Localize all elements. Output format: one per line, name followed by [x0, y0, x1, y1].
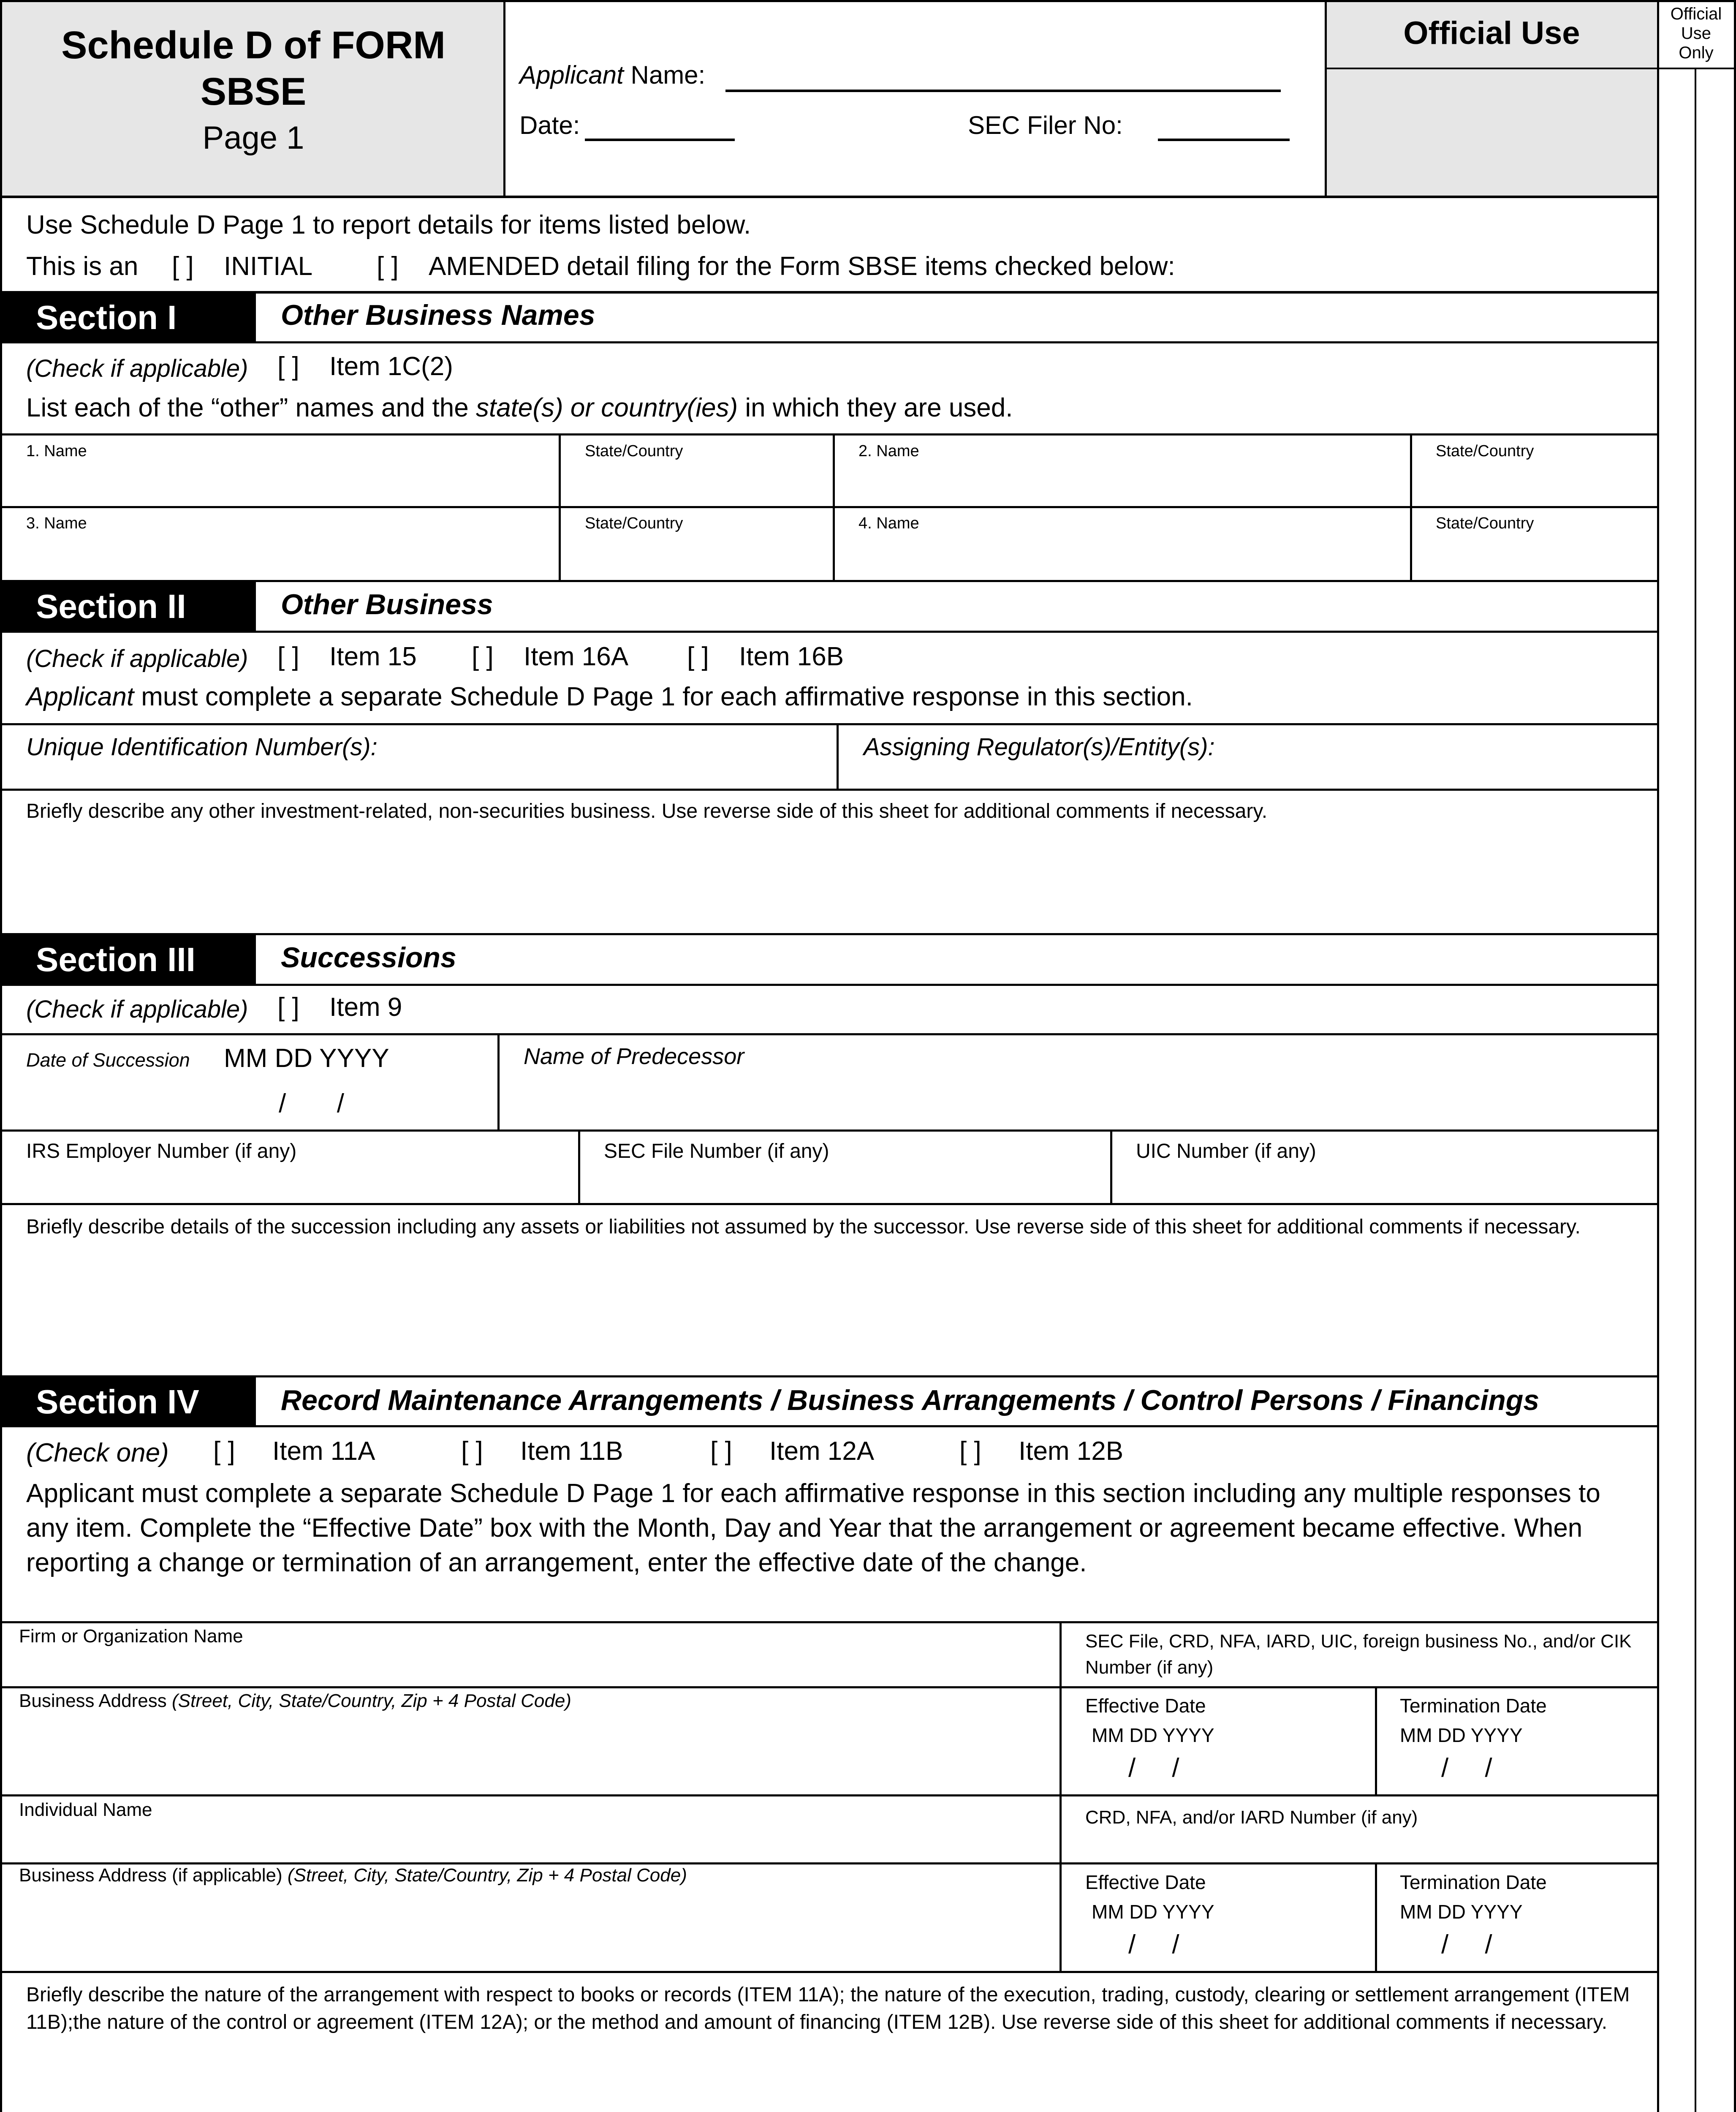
succession-description-field[interactable]: Briefly describe details of the succession including any assets or liabilities not assumed by the successor. Use reverse side of this sheet for additional comments if necessary. [26, 1216, 1581, 1238]
termination-date-format: MM DD YYYY [1400, 1724, 1523, 1746]
initial-checkbox[interactable]: [ ] [172, 252, 194, 281]
termination-date-field[interactable]: / / [1441, 1930, 1492, 1959]
business-address-field[interactable]: Business Address (Street, City, State/Country, Zip + 4 Postal Code) [19, 1690, 571, 1711]
assigning-regulator-field[interactable]: Assigning Regulator(s)/Entity(s): [864, 733, 1215, 761]
effective-date-field[interactable]: / / [1128, 1753, 1179, 1783]
item-16b-checkbox[interactable]: [ ] [687, 642, 709, 671]
intro-line-1: Use Schedule D Page 1 to report details for items listed below. [26, 210, 751, 240]
divider [1375, 1686, 1377, 1796]
sec-filer-field[interactable] [1158, 139, 1290, 141]
amended-checkbox[interactable]: [ ] [377, 252, 399, 281]
item-16a-checkbox[interactable]: [ ] [472, 642, 494, 671]
amended-label: AMENDED detail filing for the Form SBSE items checked below: [429, 252, 1175, 281]
individual-name-field[interactable]: Individual Name [19, 1799, 152, 1820]
divider [0, 631, 1658, 633]
business-address-applicable-field[interactable]: Business Address (if applicable) (Street, City, State/Country, Zip + 4 Postal Code) [19, 1865, 687, 1886]
divider [0, 1425, 1658, 1427]
item-11a-checkbox[interactable]: [ ] [213, 1437, 235, 1466]
name-2-field[interactable]: 2. Name [858, 442, 919, 460]
divider [0, 1971, 1658, 1973]
divider [559, 433, 561, 581]
section-1-check-label: (Check if applicable) [26, 355, 248, 382]
divider [1375, 1862, 1377, 1973]
divider [1695, 68, 1696, 2112]
date-of-succession-field[interactable]: / / [279, 1089, 345, 1118]
section-4-instructions: Applicant must complete a separate Schedule D Page 1 for each affirmative response in this section including any multiple responses to any item. Complete the “Effective Date” box with the Month, Day and Year that the arrangement or agreement became effective. When reporting a change or termination of an arrangement, enter the effective date of the change. [26, 1479, 1600, 1577]
divider [497, 1033, 500, 1131]
item-12a-checkbox[interactable]: [ ] [710, 1437, 732, 1466]
divider [1110, 1129, 1112, 1205]
section-2-check-label: (Check if applicable) [26, 645, 248, 672]
divider [0, 1686, 1658, 1688]
section-4-check-label: (Check one) [26, 1438, 169, 1467]
divider [0, 1033, 1658, 1035]
form-title: Schedule D of FORM [61, 24, 446, 67]
divider [1325, 0, 1327, 197]
other-business-description-field[interactable]: Briefly describe any other investment-related, non-securities business. Use reverse side of this sheet for additional comments if necessary. [26, 800, 1268, 822]
divider [503, 0, 505, 197]
section-3-tag: Section III [0, 934, 256, 985]
intro-line-2-label: This is an [26, 252, 139, 281]
item-1c2-checkbox[interactable]: [ ] [277, 352, 299, 381]
item-12a-label: Item 12A [769, 1437, 875, 1466]
divider [0, 789, 1658, 791]
arrangement-description-field[interactable]: Briefly describe the nature of the arrangement with respect to books or records (ITEM 11A); the nature of the execution, trading, custody, clearing or settlement arrangement (ITEM 11B);the nature of the control or agreement (ITEM 12A); or the method and amount of financing (ITEM 12B). Use reverse side of this sheet for additional comments if necessary. [26, 1984, 1630, 2033]
sec-filer-label: SEC Filer No: [968, 111, 1123, 139]
item-9-checkbox[interactable]: [ ] [277, 993, 299, 1022]
divider [0, 984, 1658, 986]
item-11a-label: Item 11A [272, 1437, 375, 1466]
uic-number-field[interactable]: UIC Number (if any) [1136, 1140, 1316, 1162]
section-3-title: Successions [281, 942, 456, 974]
date-of-succession-format: MM DD YYYY [224, 1044, 389, 1073]
effective-date-format: MM DD YYYY [1092, 1724, 1214, 1746]
official-use-only-label: Only [1679, 44, 1714, 62]
divider [1326, 68, 1658, 69]
divider [578, 1129, 580, 1205]
date-field[interactable] [585, 139, 735, 141]
unique-id-field[interactable]: Unique Identification Number(s): [26, 733, 378, 761]
sec-file-number-field[interactable]: SEC File Number (if any) [604, 1140, 829, 1162]
state-country-2-field[interactable]: State/Country [1436, 442, 1534, 460]
divider [0, 1862, 1658, 1864]
termination-date-label: Termination Date [1400, 1695, 1547, 1717]
section-4-title: Record Maintenance Arrangements / Business Arrangements / Control Persons / Financings [281, 1384, 1540, 1416]
termination-date-label: Termination Date [1400, 1871, 1547, 1893]
section-4-tag: Section IV [0, 1377, 256, 1427]
effective-date-label: Effective Date [1085, 1871, 1206, 1893]
applicant-name-label: Applicant Name: [519, 61, 706, 89]
item-12b-checkbox[interactable]: [ ] [959, 1437, 981, 1466]
effective-date-label: Effective Date [1085, 1695, 1206, 1717]
sec-file-crd-field[interactable]: SEC File, CRD, NFA, IARD, UIC, foreign business No., and/or CIK Number (if any) [1085, 1631, 1632, 1678]
firm-name-field[interactable]: Firm or Organization Name [19, 1626, 243, 1647]
irs-employer-number-field[interactable]: IRS Employer Number (if any) [26, 1140, 297, 1162]
divider [0, 506, 1658, 508]
divider [0, 1129, 1658, 1132]
name-4-field[interactable]: 4. Name [858, 514, 919, 532]
divider [0, 1794, 1658, 1796]
date-label: Date: [519, 111, 580, 139]
predecessor-name-field[interactable]: Name of Predecessor [524, 1044, 744, 1069]
section-2-title: Other Business [281, 588, 493, 621]
divider [0, 723, 1658, 725]
official-use-only-label: Official [1670, 5, 1722, 23]
item-9-label: Item 9 [329, 993, 402, 1022]
frame-right [1734, 0, 1736, 2112]
divider [0, 196, 1658, 198]
header-applicant-cell [505, 2, 1326, 197]
item-16a-label: Item 16A [524, 642, 629, 671]
divider [0, 1621, 1658, 1623]
divider [1060, 1621, 1062, 1973]
official-use-title: Official Use [1403, 15, 1580, 51]
divider [837, 723, 839, 791]
item-12b-label: Item 12B [1019, 1437, 1124, 1466]
divider [833, 433, 835, 581]
initial-label: INITIAL [224, 252, 313, 281]
effective-date-format: MM DD YYYY [1092, 1901, 1214, 1923]
crd-nfa-iard-field[interactable]: CRD, NFA, and/or IARD Number (if any) [1085, 1807, 1418, 1828]
section-2-instructions: Applicant must complete a separate Schedule D Page 1 for each affirmative response in this section. [26, 682, 1193, 711]
state-country-3-field[interactable]: State/Country [585, 514, 683, 532]
applicant-name-field[interactable] [725, 90, 1281, 92]
date-of-succession-label: Date of Succession [26, 1049, 190, 1071]
divider [0, 1203, 1658, 1205]
official-use-only-label: Use [1681, 24, 1712, 43]
name-1-field[interactable]: 1. Name [26, 442, 87, 460]
frame-top [0, 0, 1736, 2]
item-15-checkbox[interactable]: [ ] [277, 642, 299, 671]
divider [0, 341, 1658, 343]
section-2-tag: Section II [0, 581, 256, 632]
section-1-tag: Section I [0, 292, 256, 343]
item-16b-label: Item 16B [739, 642, 844, 671]
item-15-label: Item 15 [329, 642, 417, 671]
divider [0, 433, 1658, 435]
state-country-4-field[interactable]: State/Country [1436, 514, 1534, 532]
item-11b-label: Item 11B [520, 1437, 623, 1466]
section-3-check-label: (Check if applicable) [26, 996, 248, 1023]
name-3-field[interactable]: 3. Name [26, 514, 87, 532]
termination-date-field[interactable]: / / [1441, 1753, 1492, 1783]
section-1-instructions: List each of the “other” names and the state(s) or country(ies) in which they are used. [26, 393, 1013, 422]
section-1-title: Other Business Names [281, 299, 595, 331]
form-title-sbse: SBSE [200, 70, 307, 113]
termination-date-format: MM DD YYYY [1400, 1901, 1523, 1923]
item-11b-checkbox[interactable]: [ ] [461, 1437, 483, 1466]
page-label: Page 1 [202, 120, 304, 156]
item-1c2-label: Item 1C(2) [329, 352, 453, 381]
effective-date-field[interactable]: / / [1128, 1930, 1179, 1959]
state-country-1-field[interactable]: State/Country [585, 442, 683, 460]
divider [1410, 433, 1412, 581]
